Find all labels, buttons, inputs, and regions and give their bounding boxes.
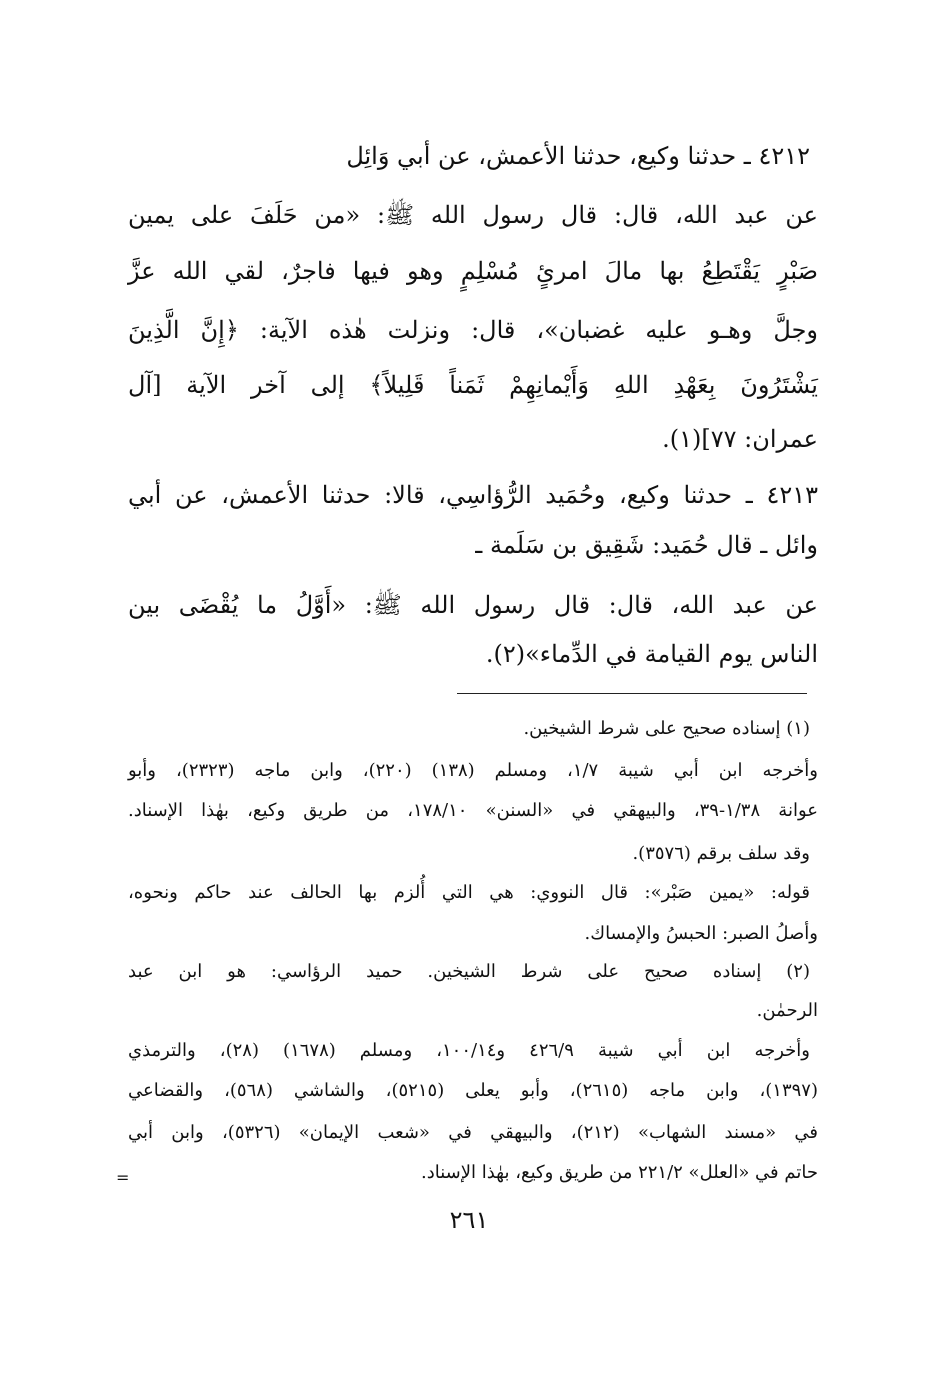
footnote-1-line-6: وأصلُ الصبر: الحبسُ والإمساك. <box>584 923 818 944</box>
footnote-1-line-4: وقد سلف برقم (٣٥٧٦). <box>632 843 810 864</box>
footnote-1-line-5: قوله: «يمين صَبْر»: قال النووي: هي التي أُلزم بها الحالف عند حاكم ونحوه، <box>128 882 810 903</box>
hadith-4212-line-1: ٤٢١٢ ـ حدثنا وكيع، حدثنا الأعمش، عن أبي وَائِل <box>346 142 810 170</box>
footnote-2-line-1: (٢) إسناده صحيح على شرط الشيخين. حميد الرؤاسي: هو ابن عبد <box>128 961 810 982</box>
hadith-4212-line-4: وجلَّ وهـو عليه غضبان»، قال: ونزلت هٰذه الآية: ﴿إِنَّ الَّذِينَ <box>128 316 818 344</box>
footnote-2-line-3: وأخرجه ابن أبي شيبة ٤٢٦/٩ و١٠٠/١٤، ومسلم (١٦٧٨) (٢٨)، والترمذي <box>128 1040 810 1061</box>
hadith-4212-line-3: صَبْرٍ يَقْتَطِعُ بها مالَ امرئٍ مُسْلِمٍ وهو فيها فاجرٌ، لقي الله عزَّ <box>128 257 818 285</box>
footnote-1-line-3: عوانة ١/٣٨-٣٩، والبيهقي في «السنن» ١٧٨/١٠، من طريق وكيع، بهٰذا الإسناد. <box>128 800 819 821</box>
footnote-1-line-1: (١) إسناده صحيح على شرط الشيخين. <box>523 718 810 739</box>
footnote-2-line-2: الرحمٰن. <box>756 1000 818 1021</box>
footnote-2-line-6: حاتم في «العلل» ٢٢١/٢ من طريق وكيع، بهٰذا الإسناد. <box>421 1162 818 1183</box>
footnote-2-line-5: في «مسند الشهاب» (٢١٢)، والبيهقي في «شعب الإيمان» (٥٣٢٦)، وابن أبي <box>128 1122 818 1143</box>
hadith-4213-line-1: ٤٢١٣ ـ حدثنا وكيع، وحُمَيد الرُّؤاسِي، قالا: حدثنا الأعمش، عن أبي <box>128 481 818 509</box>
footnote-2-line-4: (١٣٩٧)، وابن ماجه (٢٦١٥)، وأبو يعلى (٥٢١٥)، والشاشي (٥٦٨)، والقضاعي <box>128 1080 818 1101</box>
hadith-4213-line-3: عن عبد الله، قال: قال رسول الله ﷺ: «أَوَّلُ ما يُقْضَى بين <box>128 591 818 619</box>
hadith-4212-line-5: يَشْتَرُونَ بِعَهْدِ اللهِ وَأَيْمانِهِمْ ثَمَناً قَلِيلاً﴾ إلى آخر الآية [آل <box>128 371 818 399</box>
footnote-1-line-2: وأخرجه ابن أبي شيبة ١/٧، ومسلم (١٣٨) (٢٢٠)، وابن ماجه (٢٣٢٣)، وأبو <box>128 760 818 781</box>
page-number: ٢٦١ <box>449 1206 489 1234</box>
footnote-divider <box>457 693 807 694</box>
continuation-mark: = <box>116 1168 130 1187</box>
hadith-4213-line-2: وائل ـ قال حُمَيد: شَقِيق بن سَلَمة ـ <box>475 531 818 559</box>
hadith-4212-line-2: عن عبد الله، قال: قال رسول الله ﷺ: «من حَلَفَ على يمين <box>128 201 818 229</box>
hadith-4212-line-6: عمران: ٧٧](١). <box>662 425 818 453</box>
hadith-4213-line-4: الناس يوم القيامة في الدِّماء»(٢). <box>485 640 818 668</box>
